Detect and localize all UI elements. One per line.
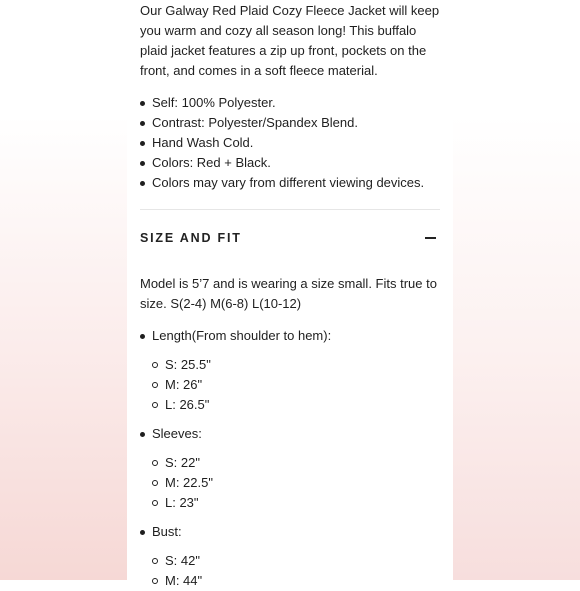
- measurement-label: Sleeves:: [152, 426, 202, 441]
- measurement-value: S: 42": [165, 551, 440, 571]
- product-details-content: [127, 0, 453, 591]
- background-left: [0, 0, 130, 580]
- measurement-item-bust: [152, 522, 440, 591]
- product-description: Our Galway Red Plaid Cozy Fleece Jacket will keep you warm and cozy all season long! This buffalo plaid jacket features a zip up front, pockets on the front, and comes in a soft fleece material.: [140, 3, 440, 78]
- measurement-value: S: 25.5": [165, 355, 440, 375]
- measurement-item-sleeves: [152, 424, 440, 513]
- measurement-values: [152, 551, 440, 591]
- measurement-label: Bust:: [152, 524, 182, 539]
- feature-list: [140, 93, 440, 193]
- background-right: [450, 0, 580, 580]
- minus-icon[interactable]: [425, 237, 436, 239]
- measurement-value: M: 22.5": [165, 473, 440, 493]
- feature-item: Hand Wash Cold.: [152, 133, 440, 153]
- measurement-values: [152, 355, 440, 415]
- measurement-value: M: 44": [165, 571, 440, 591]
- measurement-value: L: 26.5": [165, 395, 440, 415]
- feature-item: Colors: Red + Black.: [152, 153, 440, 173]
- product-details-panel: [127, 0, 453, 588]
- measurement-list: [140, 326, 440, 591]
- measurement-value: L: 23": [165, 493, 440, 513]
- measurement-value: M: 26": [165, 375, 440, 395]
- measurement-values: [152, 453, 440, 513]
- measurement-label: Length(From shoulder to hem):: [152, 328, 332, 343]
- size-intro: Model is 5’7 and is wearing a size small. Fits true to size. S(2-4) M(6-8) L(10-12): [140, 276, 437, 311]
- feature-item: Self: 100% Polyester.: [152, 93, 440, 113]
- measurement-value: S: 22": [165, 453, 440, 473]
- feature-item: Colors may vary from different viewing devices.: [152, 173, 440, 193]
- measurement-item-length: [152, 326, 440, 415]
- size-and-fit-title: SIZE AND FIT: [140, 231, 242, 245]
- feature-item: Contrast: Polyester/Spandex Blend.: [152, 113, 440, 133]
- size-and-fit-toggle[interactable]: [140, 210, 440, 266]
